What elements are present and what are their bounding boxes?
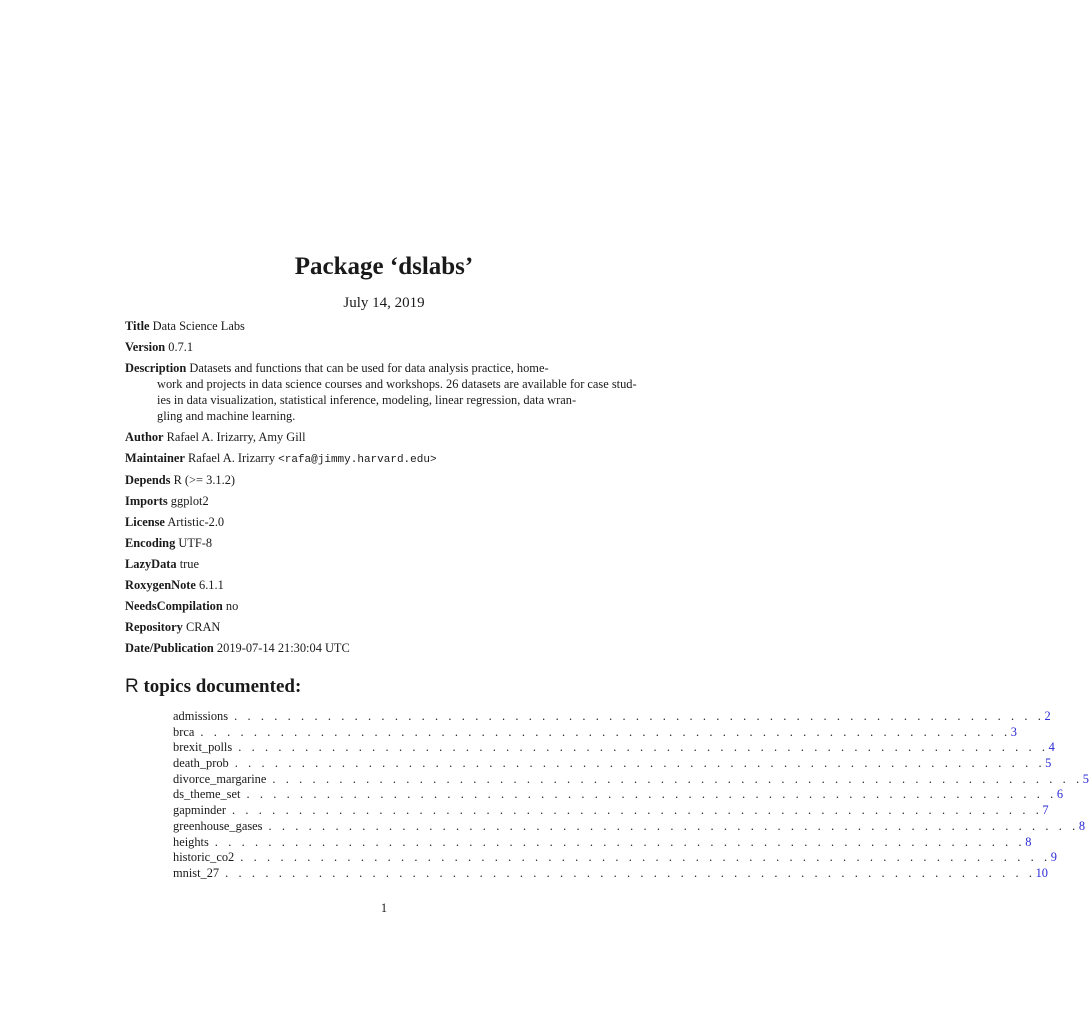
field-value: R (>= 3.1.2)	[173, 473, 236, 488]
toc-entry[interactable]	[173, 709, 1051, 725]
field-label: RoxygenNote	[125, 577, 196, 592]
toc-entry-name: admissions	[173, 709, 229, 723]
toc-leader-dots: . . . . . . . . . . . . . . . . . . . . . . . . . . . . . . . . . . . . . . . . . . . . . . . . . . . . . . . . . . . . .	[246, 787, 1057, 802]
toc-entry-name: brca	[173, 724, 195, 739]
description-line: gling and machine learning.	[157, 408, 296, 423]
toc-entry[interactable]	[173, 818, 1086, 835]
package-fields	[125, 318, 645, 660]
field-label: Maintainer	[125, 450, 185, 465]
r-letter: R	[125, 676, 139, 697]
toc-page-link[interactable]: 6	[1056, 787, 1064, 802]
field-value: 2019-07-14 21:30:04 UTC	[216, 640, 350, 655]
toc-entry-name: death_prob	[173, 756, 229, 771]
toc-leader-dots: . . . . . . . . . . . . . . . . . . . . . . . . . . . . . . . . . . . . . . . . . . . . . . . . . . . . . . . . . . . . .	[234, 709, 1045, 723]
toc-page-link[interactable]: 9	[1050, 850, 1057, 865]
toc-entry-name: heights	[173, 834, 209, 849]
page-date: July 14, 2019	[343, 295, 425, 311]
toc-leader-dots: . . . . . . . . . . . . . . . . . . . . . . . . . . . . . . . . . . . . . . . . . . . . . . . . . . . . . . . . . . . . .	[232, 803, 1043, 818]
toc-entry-name: gapminder	[173, 803, 226, 818]
field-encoding	[125, 535, 645, 551]
maintainer-name: Rafael A. Irizarry	[188, 450, 276, 465]
toc-entry-name: greenhouse_gases	[173, 818, 263, 833]
toc-entry-name: mnist_27	[173, 865, 220, 880]
page-number: 1	[380, 901, 388, 915]
field-needscompilation	[125, 598, 645, 614]
toc-leader-dots: . . . . . . . . . . . . . . . . . . . . . . . . . . . . . . . . . . . . . . . . . . . . . . . . . . . . . . . . . . . . .	[225, 865, 1036, 880]
toc-page-link[interactable]: 7	[1042, 803, 1049, 818]
field-value: CRAN	[185, 619, 221, 634]
field-version	[125, 339, 645, 355]
field-depends	[125, 472, 645, 488]
toc-leader-dots: . . . . . . . . . . . . . . . . . . . . . . . . . . . . . . . . . . . . . . . . . . . . . . . . . . . . . . . . . . . . .	[238, 740, 1049, 755]
toc-leader-dots: . . . . . . . . . . . . . . . . . . . . . . . . . . . . . . . . . . . . . . . . . . . . . . . . . . . . . . . . . . . . .	[234, 756, 1046, 771]
field-label: Version	[125, 339, 166, 354]
toc-page-link[interactable]: 10	[1035, 865, 1048, 880]
field-value: UTF-8	[178, 536, 213, 551]
field-repository	[125, 619, 645, 635]
field-lazydata	[125, 556, 645, 572]
field-value: Rafael A. Irizarry, Amy Gill	[166, 429, 306, 444]
field-roxygennote	[125, 577, 645, 593]
section-heading-text: topics documented:	[138, 676, 302, 697]
field-label: Title	[125, 319, 150, 333]
toc-entry[interactable]	[173, 865, 1048, 882]
toc-entry[interactable]	[173, 787, 1064, 803]
field-value: 0.7.1	[168, 339, 194, 354]
toc-page-link[interactable]: 8	[1078, 818, 1086, 833]
toc-entry-name: historic_co2	[173, 850, 235, 865]
section-heading-topics	[125, 676, 301, 698]
field-publication	[125, 640, 645, 656]
field-title	[125, 318, 645, 334]
field-label: Imports	[125, 494, 168, 509]
toc-leader-dots: . . . . . . . . . . . . . . . . . . . . . . . . . . . . . . . . . . . . . . . . . . . . . . . . . . . . . . . . . . . . .	[200, 724, 1011, 739]
table-of-contents	[173, 709, 1089, 882]
field-label: Encoding	[125, 536, 176, 551]
field-label: License	[125, 515, 165, 530]
field-value: no	[225, 598, 239, 613]
description-line: ies in data visualization, statistical inference, modeling, linear regression, data wran-	[157, 392, 577, 407]
toc-leader-dots: . . . . . . . . . . . . . . . . . . . . . . . . . . . . . . . . . . . . . . . . . . . . . . . . . . . . . . . . . . . . .	[214, 834, 1026, 849]
toc-entry[interactable]	[173, 834, 1032, 851]
field-label: Date/Publication	[125, 640, 214, 655]
field-value: true	[179, 557, 199, 572]
description-line: work and projects in data science courses and workshops. 26 datasets are available for case stud-	[157, 376, 637, 391]
toc-entry[interactable]	[173, 850, 1057, 866]
toc-page-link[interactable]: 5	[1082, 771, 1089, 786]
field-label: Author	[125, 429, 164, 444]
toc-page-link[interactable]: 4	[1048, 740, 1055, 755]
field-label: Description	[125, 360, 187, 375]
field-label: NeedsCompilation	[125, 598, 223, 613]
field-license	[125, 514, 645, 530]
field-imports	[125, 493, 645, 509]
toc-entry[interactable]	[173, 740, 1055, 756]
maintainer-email: <rafa@jimmy.harvard.edu>	[278, 453, 437, 466]
toc-page-link[interactable]: 3	[1010, 724, 1017, 739]
page-title: Package ‘dslabs’	[294, 253, 474, 280]
toc-leader-dots: . . . . . . . . . . . . . . . . . . . . . . . . . . . . . . . . . . . . . . . . . . . . . . . . . . . . . . . . . . . . .	[268, 818, 1079, 833]
toc-page-link[interactable]: 8	[1025, 834, 1032, 849]
toc-entry[interactable]	[173, 771, 1089, 788]
toc-entry[interactable]	[173, 724, 1017, 741]
field-author	[125, 429, 645, 445]
field-value: 6.1.1	[199, 577, 224, 592]
toc-entry-name: brexit_polls	[173, 740, 233, 755]
field-label: Depends	[125, 473, 171, 488]
toc-entry[interactable]	[173, 803, 1049, 819]
description-line: Datasets and functions that can be used for data analysis practice, home-	[189, 360, 549, 375]
field-label: LazyData	[125, 557, 177, 572]
toc-page-link[interactable]: 2	[1044, 709, 1051, 723]
toc-page-link[interactable]: 5	[1045, 756, 1052, 771]
field-value: Data Science Labs	[152, 319, 245, 333]
toc-leader-dots: . . . . . . . . . . . . . . . . . . . . . . . . . . . . . . . . . . . . . . . . . . . . . . . . . . . . . . . . . . . . .	[272, 771, 1083, 786]
toc-leader-dots: . . . . . . . . . . . . . . . . . . . . . . . . . . . . . . . . . . . . . . . . . . . . . . . . . . . . . . . . . . . . .	[240, 850, 1051, 865]
toc-entry-name: divorce_margarine	[173, 771, 267, 786]
field-value: ggplot2	[170, 494, 209, 509]
field-value: Artistic-2.0	[167, 515, 225, 530]
field-description	[125, 360, 645, 424]
field-maintainer	[125, 450, 645, 468]
toc-entry-name: ds_theme_set	[173, 787, 241, 802]
field-label: Repository	[125, 619, 183, 634]
toc-entry[interactable]	[173, 756, 1052, 772]
